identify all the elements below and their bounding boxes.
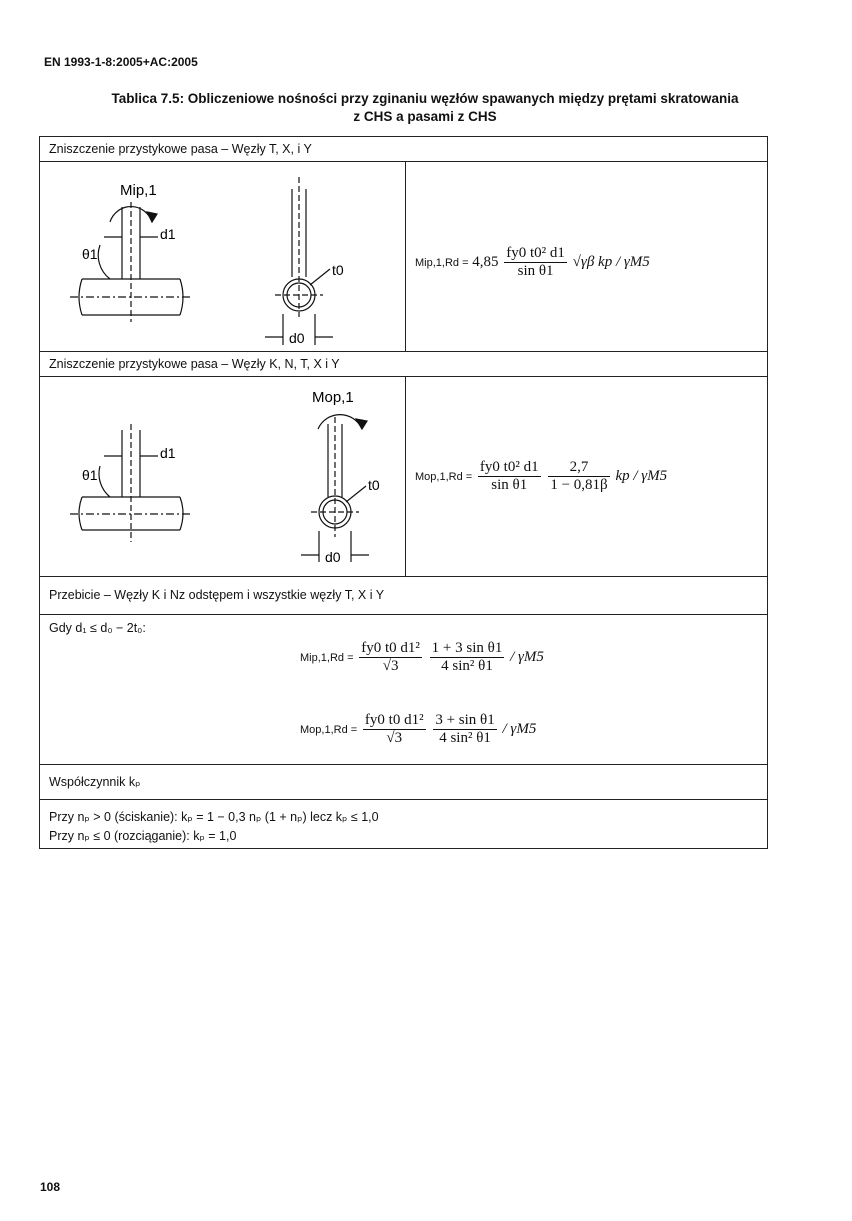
rule (40, 764, 767, 765)
formula4-den2: 4 sin² θ1 (439, 730, 491, 746)
formula3-den1: √3 (382, 658, 399, 674)
formula4-tail: / γM5 (502, 720, 537, 737)
rule (40, 376, 767, 377)
fig1-t0-label: t0 (332, 262, 344, 278)
figure-out-of-plane-moment (60, 382, 390, 572)
formula2-num1: fy0 t0² d1 (479, 459, 539, 475)
fig2-theta-label: θ1 (82, 467, 98, 483)
design-table (39, 136, 768, 849)
row-label-punching-shear: Przebicie – Węzły K i Nz odstępem i wszystkie węzły T, X i Y (49, 588, 385, 602)
formula1-den: sin θ1 (517, 263, 554, 279)
formula-mop-chord-face (415, 459, 667, 494)
fig1-theta-label: θ1 (82, 246, 98, 262)
fig1-d0-label: d0 (289, 330, 305, 346)
formula2-tail: kp / γM5 (615, 467, 668, 484)
formula3-lhs: Mip,1,Rd = (300, 651, 354, 664)
rule (40, 351, 767, 352)
rule (40, 161, 767, 162)
formula-mip-punching (300, 640, 544, 675)
kp-tension: Przy nₚ ≤ 0 (rozciąganie): kₚ = 1,0 (49, 829, 237, 843)
fig2-d1-label: d1 (160, 445, 176, 461)
formula3-tail: / γM5 (510, 648, 544, 665)
formula2-num2: 2,7 (548, 459, 609, 477)
formula1-coef: 4,85 (472, 253, 499, 270)
table-title-line1: Tablica 7.5: Obliczeniowe nośności przy zginaniu węzłów spawanych między prętami skratowania (111, 91, 739, 106)
formula2-den2: 1 − 0,81β (550, 477, 608, 493)
row-label-condition: Gdy d₁ ≤ d₀ − 2t₀: (49, 621, 146, 635)
formula1-lhs: Mip,1,Rd = (415, 256, 469, 269)
standard-header: EN 1993-1-8:2005+AC:2005 (44, 55, 198, 69)
column-divider (405, 376, 406, 576)
formula3-num2: 1 + 3 sin θ1 (431, 640, 503, 656)
formula1-tail: √γβ kp / γM5 (572, 253, 650, 270)
formula3-den2: 4 sin² θ1 (441, 658, 493, 674)
fig2-t0-label: t0 (368, 477, 380, 493)
formula3-num1: fy0 t0 d1² (361, 640, 420, 656)
formula2-lhs: Mop,1,Rd = (415, 470, 473, 483)
row-label-kp: Współczynnik kₚ (49, 775, 141, 789)
fig2-moment-label: Mop,1 (312, 389, 354, 406)
row-label-chord-face-knt: Zniszczenie przystykowe pasa – Węzły K, N, T, X i Y (49, 357, 340, 371)
formula4-den1: √3 (386, 730, 403, 746)
formula1-num: fy0 t0² d1 (506, 245, 565, 261)
table-title-line2: z CHS a pasami z CHS (353, 109, 497, 124)
rule (40, 576, 767, 577)
row-label-chord-face-tyx: Zniszczenie przystykowe pasa – Węzły T, X, i Y (49, 142, 312, 156)
kp-compression: Przy nₚ > 0 (ściskanie): kₚ = 1 − 0,3 nₚ (1 + nₚ) lecz kₚ ≤ 1,0 (49, 810, 379, 824)
formula4-num2: 3 + sin θ1 (435, 712, 495, 728)
fig1-d1-label: d1 (160, 226, 176, 242)
fig1-moment-label: Mip,1 (120, 182, 157, 199)
rule (40, 799, 767, 800)
table-title (40, 90, 810, 126)
formula2-den1: sin θ1 (491, 477, 528, 493)
figure-in-plane-moment (60, 167, 390, 349)
formula4-lhs: Mop,1,Rd = (300, 723, 358, 736)
rule (40, 614, 767, 615)
page-number: 108 (40, 1180, 61, 1194)
formula4-num1: fy0 t0 d1² (364, 712, 424, 728)
fig2-d0-label: d0 (325, 549, 341, 565)
formula-mip-chord-face (415, 245, 650, 280)
column-divider (405, 161, 406, 351)
formula-mop-punching (300, 712, 536, 747)
